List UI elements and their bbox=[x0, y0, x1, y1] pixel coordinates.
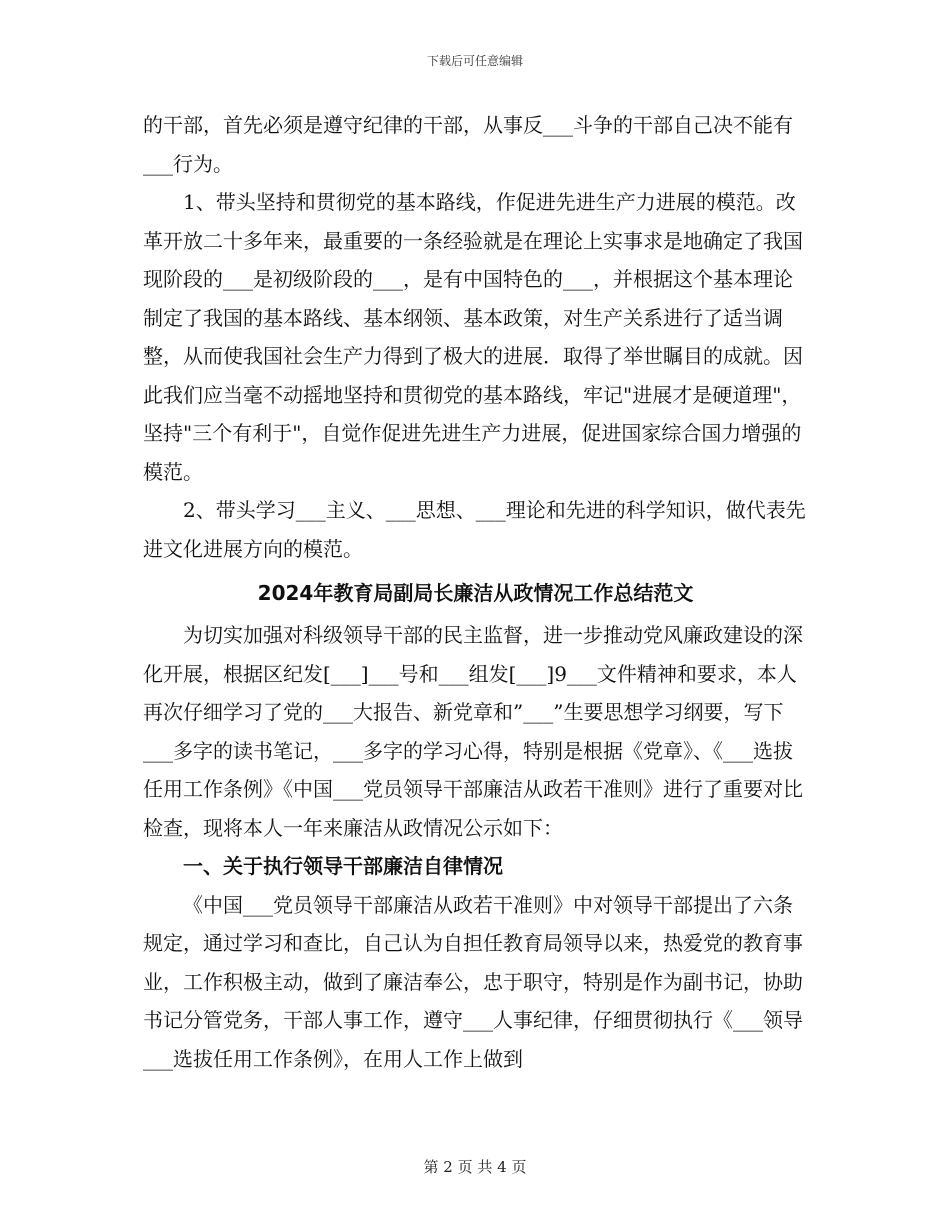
paragraph-continuation: 的干部，首先必须是遵守纪律的干部，从事反___斗争的干部自己决不能有___行为。 bbox=[143, 113, 793, 176]
article-title: 2024年教育局副局长廉洁从政情况工作总结范文 bbox=[257, 581, 694, 605]
paragraph-item-1: 1、带头坚持和贯彻党的基本路线，作促进先进生产力进展的模范。改革开放二十多年来，最重要的一条经验就是在理论上实事求是地确定了我国现阶段的___是初级阶段的___，是有中国特色的___，并根据这个基本理论制定了我国的基本路线、基本纲领、基本政策，对生产关系进行了适当调整，从而使我国社会生产力得到了极大的进展．取得了举世瞩目的成就。因此我们应当毫不动摇地坚持和贯彻党的基本路线，牢记"进展才是硬道理"，坚持"三个有利于"，自觉作促进先进生产力进展，促进国家综合国力增强的模范。 bbox=[143, 190, 803, 484]
page-header: 下载后可任意编辑 bbox=[426, 54, 523, 68]
paragraph-item-2: 2、带头学习___主义、___思想、___理论和先进的科学知识，做代表先进文化进展方向的模范。 bbox=[143, 498, 806, 561]
section-heading-1: 一、关于执行领导干部廉洁自律情况 bbox=[183, 854, 503, 878]
section-body-1: 《中国___党员领导干部廉洁从政若干准则》中对领导干部提出了六条规定，通过学习和查比，自己认为自担任教育局领导以来，热爱党的教育事业，工作积极主动，做到了廉洁奉公，忠于职守，特别是作为副书记，协助书记分管党务，干部人事工作，遵守___人事纪律，仔细贯彻执行《___领导___选拔任用工作条例》，在用人工作上做到 bbox=[143, 892, 803, 1071]
document-body bbox=[143, 106, 808, 1078]
article-intro: 为切实加强对科级领导干部的民主监督，进一步推动党风廉政建设的深化开展，根据区纪发[___]___号和___组发[___]9___文件精神和要求，本人再次仔细学习了党的___大报告、新党章和”___”生要思想学习纲要，写下___多字的读书笔记，___多字的学习心得，特别是根据《党章》、《___选拔任用工作条例》《中国___党员领导干部廉洁从政若干准则》进行了重要对比检查，现将本人一年来廉洁从政情况公示如下： bbox=[143, 623, 803, 840]
page-number: 第 2 页 共 4 页 bbox=[423, 1158, 527, 1176]
